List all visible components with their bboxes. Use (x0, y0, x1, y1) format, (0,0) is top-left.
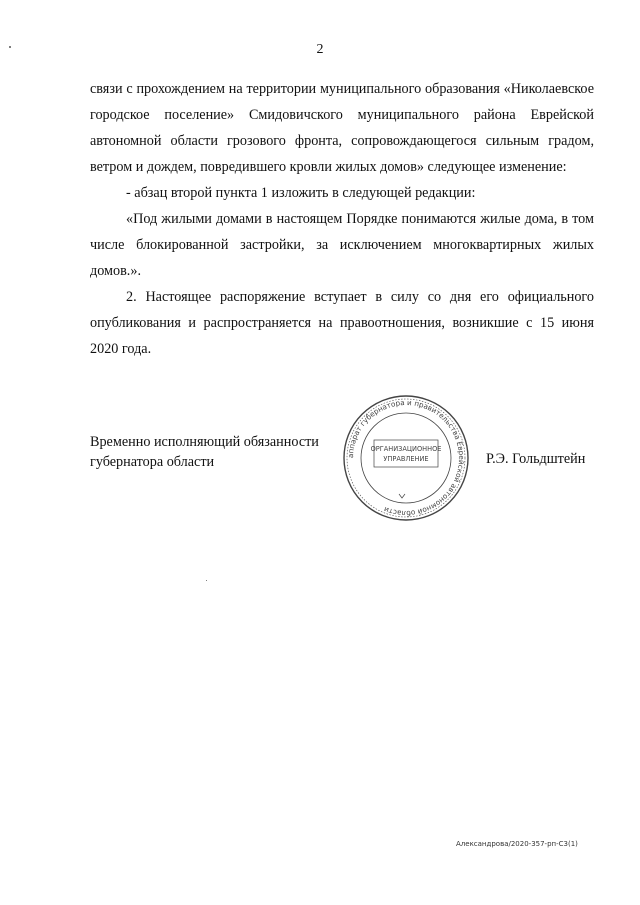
position-line-2: губернатора области (90, 454, 215, 470)
signatory-position (90, 432, 319, 472)
position-line-1: Временно исполняющий обязанности (90, 434, 319, 450)
stamp-outer-text: аппарат губернатора и правительства Еврейской автономной области (345, 397, 467, 519)
scan-speck (206, 580, 207, 581)
stamp-inner-line-2: УПРАВЛЕНИЕ (383, 455, 429, 463)
document-body (90, 76, 594, 362)
paragraph-amendment-intro: - абзац второй пункта 1 изложить в следующей редакции: (126, 185, 476, 201)
paragraph-context: связи с прохождением на территории муниципального образования «Николаевское городское поселение» Смидовичского муниципального района Еврейской автономной области грозового фронта, сопровождающегося сильным градом, ветром и дождем, повредившего кровли жилых домов» следующее изменение: (90, 81, 594, 175)
official-seal-stamp (341, 393, 471, 523)
signer-name: Р.Э. Гольдштейн (486, 451, 586, 467)
page-number: 2 (316, 42, 324, 57)
scan-speck (9, 46, 11, 48)
stamp-inner-line-1: ОРГАНИЗАЦИОННОЕ (370, 445, 442, 453)
paragraph-effective-date: 2. Настоящее распоряжение вступает в силу со дня его официального опубликования и распространяется на правоотношения, возникшие с 15 июня 2020 года. (90, 289, 594, 357)
paragraph-quoted-definition: «Под жилыми домами в настоящем Порядке понимаются жилые дома, в том числе блокированной застройки, за исключением многоквартирных жилых домов.». (90, 211, 594, 279)
document-reference: Александрова/2020-357-рп-С3(1) (456, 840, 578, 848)
